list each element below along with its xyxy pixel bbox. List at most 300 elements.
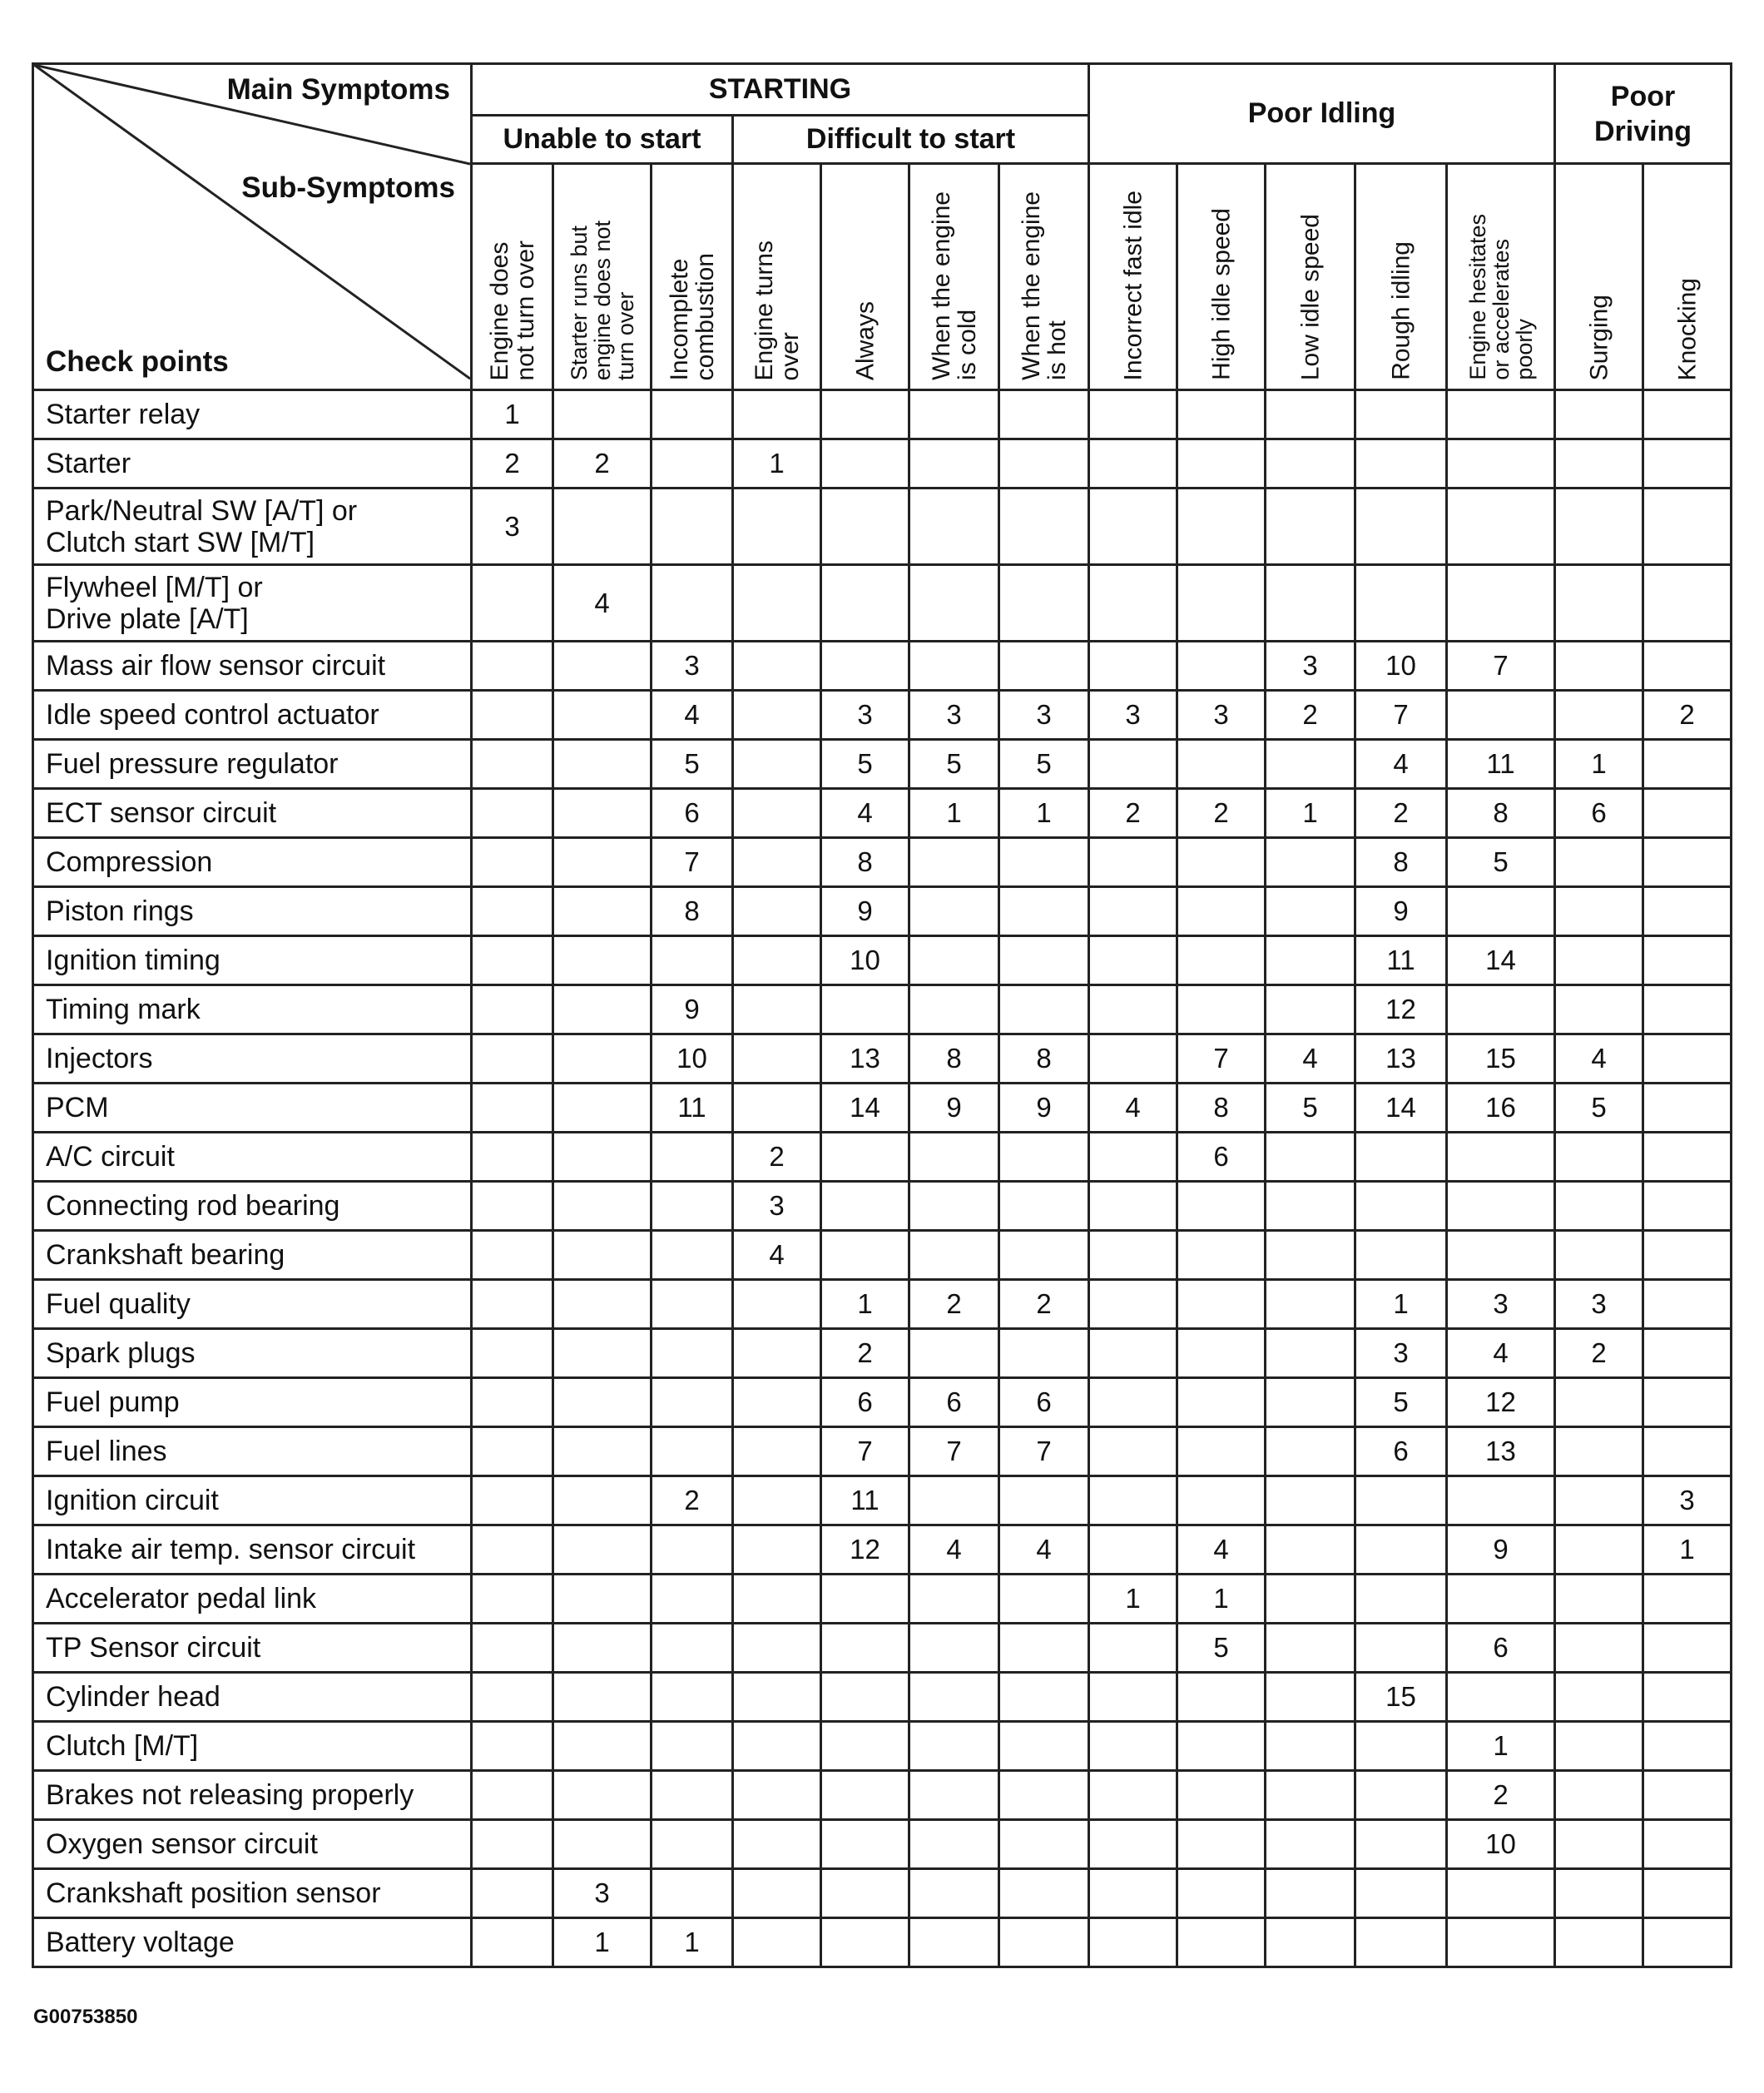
check-point-label: Crankshaft position sensor [33, 1869, 472, 1918]
priority-cell [553, 1329, 652, 1378]
priority-cell [1089, 1820, 1177, 1869]
priority-cell [1643, 1034, 1732, 1084]
priority-cell: 11 [652, 1084, 733, 1133]
priority-cell: 3 [652, 642, 733, 691]
priority-cell: 2 [1089, 789, 1177, 838]
check-point-label: Cylinder head [33, 1673, 472, 1722]
priority-cell [733, 887, 821, 936]
table-row [33, 1722, 1732, 1771]
priority-cell: 8 [1177, 1084, 1266, 1133]
priority-cell: 8 [1447, 789, 1555, 838]
priority-cell [472, 1378, 553, 1427]
priority-cell [1555, 1624, 1643, 1673]
priority-cell: 12 [1447, 1378, 1555, 1427]
priority-cell [1177, 936, 1266, 985]
priority-cell: 4 [1177, 1525, 1266, 1575]
priority-cell: 2 [821, 1329, 909, 1378]
priority-cell [652, 1133, 733, 1182]
priority-cell [999, 1182, 1089, 1231]
priority-cell [909, 1820, 999, 1869]
priority-cell [1447, 439, 1555, 489]
table-row [33, 985, 1732, 1034]
priority-cell [1355, 1722, 1447, 1771]
sub-symptom-label: Engine turns over [750, 240, 804, 380]
priority-cell [733, 1869, 821, 1918]
priority-cell [821, 439, 909, 489]
priority-cell [999, 1869, 1089, 1918]
sub-symptom-label: Engine does not turn over [485, 240, 539, 380]
priority-cell [553, 489, 652, 565]
priority-cell [1266, 1869, 1355, 1918]
priority-cell [553, 1378, 652, 1427]
priority-cell [1089, 1525, 1177, 1575]
priority-cell [1355, 489, 1447, 565]
priority-cell [733, 489, 821, 565]
priority-cell [1355, 1771, 1447, 1820]
priority-cell [1266, 838, 1355, 887]
priority-cell [733, 1525, 821, 1575]
priority-cell [1447, 1182, 1555, 1231]
check-point-label: Fuel pump [33, 1378, 472, 1427]
priority-cell [472, 1624, 553, 1673]
priority-cell: 5 [1355, 1378, 1447, 1427]
priority-cell: 1 [733, 439, 821, 489]
priority-cell [652, 1575, 733, 1624]
priority-cell [1266, 1771, 1355, 1820]
sub-symptom-header [472, 164, 553, 390]
priority-cell [553, 1427, 652, 1476]
check-point-label: A/C circuit [33, 1133, 472, 1182]
priority-cell [1643, 1280, 1732, 1329]
check-point-label: Accelerator pedal link [33, 1575, 472, 1624]
priority-cell: 1 [652, 1918, 733, 1967]
table-row [33, 740, 1732, 789]
priority-cell [472, 1918, 553, 1967]
priority-cell: 1 [909, 789, 999, 838]
priority-cell: 8 [821, 838, 909, 887]
priority-cell [1266, 740, 1355, 789]
priority-cell [652, 1722, 733, 1771]
sub-symptom-header [1266, 164, 1355, 390]
priority-cell [1555, 691, 1643, 740]
priority-cell [472, 1231, 553, 1280]
check-point-label: Crankshaft bearing [33, 1231, 472, 1280]
priority-cell [652, 1525, 733, 1575]
priority-cell: 4 [999, 1525, 1089, 1575]
priority-cell: 7 [909, 1427, 999, 1476]
sub-symptom-label: Starter runs but engine does not turn over [566, 220, 638, 380]
sub-symptom-header [733, 164, 821, 390]
priority-cell [472, 691, 553, 740]
priority-cell [472, 1427, 553, 1476]
priority-cell [1177, 1869, 1266, 1918]
priority-cell [1266, 1525, 1355, 1575]
check-point-label: PCM [33, 1084, 472, 1133]
priority-cell: 2 [1643, 691, 1732, 740]
priority-cell [733, 1427, 821, 1476]
sub-symptom-label: Low idle speed [1296, 213, 1324, 380]
priority-cell [1089, 1329, 1177, 1378]
check-point-label: Starter relay [33, 390, 472, 439]
priority-cell: 9 [999, 1084, 1089, 1133]
priority-cell [1266, 1918, 1355, 1967]
priority-cell [733, 1084, 821, 1133]
priority-cell [821, 1869, 909, 1918]
priority-cell [1089, 1378, 1177, 1427]
priority-cell: 14 [1355, 1084, 1447, 1133]
priority-cell [1643, 1673, 1732, 1722]
priority-cell: 2 [1177, 789, 1266, 838]
priority-cell [652, 1378, 733, 1427]
priority-cell: 5 [1177, 1624, 1266, 1673]
table-row [33, 439, 1732, 489]
priority-cell [1089, 1427, 1177, 1476]
priority-cell [1089, 642, 1177, 691]
priority-cell: 8 [1355, 838, 1447, 887]
priority-cell: 10 [652, 1034, 733, 1084]
priority-cell: 6 [652, 789, 733, 838]
priority-cell: 7 [999, 1427, 1089, 1476]
table-row [33, 691, 1732, 740]
priority-cell [652, 489, 733, 565]
sub-symptom-header [1355, 164, 1447, 390]
priority-cell [1643, 1869, 1732, 1918]
check-point-label: Fuel lines [33, 1427, 472, 1476]
check-point-label: Spark plugs [33, 1329, 472, 1378]
priority-cell [909, 1673, 999, 1722]
priority-cell: 5 [1447, 838, 1555, 887]
priority-cell: 7 [1177, 1034, 1266, 1084]
priority-cell [652, 1771, 733, 1820]
priority-cell [652, 1427, 733, 1476]
priority-cell [821, 1722, 909, 1771]
priority-cell [999, 936, 1089, 985]
priority-cell [733, 1722, 821, 1771]
priority-cell [472, 1182, 553, 1231]
priority-cell [553, 1722, 652, 1771]
priority-cell: 11 [821, 1476, 909, 1525]
priority-cell [909, 642, 999, 691]
check-point-label: Fuel quality [33, 1280, 472, 1329]
priority-cell [1555, 1378, 1643, 1427]
priority-cell: 12 [1355, 985, 1447, 1034]
priority-cell [652, 1673, 733, 1722]
check-point-label: Mass air flow sensor circuit [33, 642, 472, 691]
priority-cell [999, 1476, 1089, 1525]
priority-cell [1643, 1084, 1732, 1133]
priority-cell [1447, 489, 1555, 565]
priority-cell [999, 642, 1089, 691]
priority-cell [1089, 390, 1177, 439]
priority-cell: 5 [999, 740, 1089, 789]
priority-cell: 1 [1447, 1722, 1555, 1771]
priority-cell [909, 489, 999, 565]
sub-symptom-header [1447, 164, 1555, 390]
priority-cell [1266, 887, 1355, 936]
priority-cell [999, 887, 1089, 936]
priority-cell [909, 1918, 999, 1967]
priority-cell: 9 [1355, 887, 1447, 936]
priority-cell: 3 [1177, 691, 1266, 740]
check-point-label: Starter [33, 439, 472, 489]
priority-cell [1643, 985, 1732, 1034]
priority-cell [1177, 1329, 1266, 1378]
priority-cell: 4 [1266, 1034, 1355, 1084]
priority-cell [1643, 1133, 1732, 1182]
priority-cell [553, 1624, 652, 1673]
priority-cell [472, 1133, 553, 1182]
priority-cell [1555, 1182, 1643, 1231]
priority-cell [553, 1182, 652, 1231]
priority-cell: 15 [1355, 1673, 1447, 1722]
priority-cell: 1 [821, 1280, 909, 1329]
priority-cell: 4 [553, 565, 652, 642]
priority-cell [1643, 887, 1732, 936]
table-row [33, 936, 1732, 985]
priority-cell [1355, 1525, 1447, 1575]
priority-cell [1177, 1280, 1266, 1329]
priority-cell [1089, 565, 1177, 642]
priority-cell [1266, 1378, 1355, 1427]
table-row [33, 489, 1732, 565]
priority-cell: 2 [472, 439, 553, 489]
priority-cell [1177, 1722, 1266, 1771]
table-row [33, 1771, 1732, 1820]
priority-cell: 3 [1355, 1329, 1447, 1378]
priority-cell [733, 740, 821, 789]
priority-cell [1555, 1476, 1643, 1525]
priority-cell [1555, 489, 1643, 565]
table-row [33, 1869, 1732, 1918]
check-point-label: Park/Neutral SW [A/T] or Clutch start SW [M/T] [33, 489, 472, 565]
check-point-label: Ignition circuit [33, 1476, 472, 1525]
priority-cell: 1 [1355, 1280, 1447, 1329]
table-row [33, 1329, 1732, 1378]
check-point-label: Oxygen sensor circuit [33, 1820, 472, 1869]
sub-symptom-label: Knocking [1673, 277, 1701, 380]
priority-cell [821, 1820, 909, 1869]
priority-cell [1089, 740, 1177, 789]
priority-cell: 10 [1355, 642, 1447, 691]
priority-cell [1447, 985, 1555, 1034]
sub-symptom-header [1555, 164, 1643, 390]
priority-cell [733, 1378, 821, 1427]
priority-cell [1266, 936, 1355, 985]
priority-cell [999, 1133, 1089, 1182]
priority-cell [1177, 390, 1266, 439]
priority-cell: 13 [821, 1034, 909, 1084]
priority-cell [999, 439, 1089, 489]
priority-cell [999, 1722, 1089, 1771]
priority-cell [1555, 565, 1643, 642]
header-corner [33, 64, 472, 390]
priority-cell [999, 1820, 1089, 1869]
priority-cell [1266, 1820, 1355, 1869]
priority-cell [1177, 1476, 1266, 1525]
check-point-label: Clutch [M/T] [33, 1722, 472, 1771]
priority-cell: 10 [821, 936, 909, 985]
priority-cell [1355, 439, 1447, 489]
priority-cell [733, 936, 821, 985]
priority-cell: 6 [1177, 1133, 1266, 1182]
priority-cell [1266, 1476, 1355, 1525]
priority-cell: 12 [821, 1525, 909, 1575]
table-row [33, 1182, 1732, 1231]
sub-symptom-label: Surging [1585, 294, 1613, 380]
priority-cell [909, 1771, 999, 1820]
priority-cell [1177, 887, 1266, 936]
priority-cell [1355, 1575, 1447, 1624]
priority-cell: 1 [999, 789, 1089, 838]
priority-cell [1555, 642, 1643, 691]
priority-cell: 4 [909, 1525, 999, 1575]
priority-cell [1177, 565, 1266, 642]
priority-cell [1355, 1182, 1447, 1231]
priority-cell: 5 [1266, 1084, 1355, 1133]
priority-cell [821, 1133, 909, 1182]
priority-cell [733, 390, 821, 439]
priority-cell: 2 [1447, 1771, 1555, 1820]
priority-cell [553, 1771, 652, 1820]
priority-cell [553, 1133, 652, 1182]
priority-cell: 5 [909, 740, 999, 789]
priority-cell [733, 1476, 821, 1525]
priority-cell [553, 691, 652, 740]
priority-cell: 1 [1089, 1575, 1177, 1624]
priority-cell [821, 1575, 909, 1624]
priority-cell: 2 [1555, 1329, 1643, 1378]
priority-cell [821, 642, 909, 691]
priority-cell [1555, 439, 1643, 489]
priority-cell [1555, 1427, 1643, 1476]
priority-cell [652, 1280, 733, 1329]
priority-cell [472, 1771, 553, 1820]
priority-cell [909, 1476, 999, 1525]
priority-cell [733, 691, 821, 740]
sub-symptom-header [999, 164, 1089, 390]
priority-cell [1643, 1575, 1732, 1624]
priority-cell: 1 [1643, 1525, 1732, 1575]
priority-cell [1089, 1624, 1177, 1673]
priority-cell [553, 1575, 652, 1624]
priority-cell: 3 [1643, 1476, 1732, 1525]
priority-cell [1555, 985, 1643, 1034]
priority-cell: 7 [1355, 691, 1447, 740]
priority-cell [733, 565, 821, 642]
priority-cell [1643, 936, 1732, 985]
priority-cell: 9 [821, 887, 909, 936]
priority-cell [1089, 838, 1177, 887]
priority-cell [472, 740, 553, 789]
sub-symptom-label: When the engine is hot [1017, 191, 1071, 380]
table-row [33, 838, 1732, 887]
priority-cell [1266, 1427, 1355, 1476]
priority-cell [1089, 1918, 1177, 1967]
priority-cell: 14 [821, 1084, 909, 1133]
priority-cell [1555, 1771, 1643, 1820]
priority-cell [652, 390, 733, 439]
priority-cell [821, 1673, 909, 1722]
priority-cell [821, 1918, 909, 1967]
priority-cell [472, 1280, 553, 1329]
priority-cell [1643, 1820, 1732, 1869]
priority-cell [553, 1820, 652, 1869]
priority-cell: 8 [909, 1034, 999, 1084]
check-point-label: Piston rings [33, 887, 472, 936]
priority-cell [1177, 1673, 1266, 1722]
sub-symptom-label: High idle speed [1207, 208, 1235, 380]
priority-cell [1643, 1378, 1732, 1427]
priority-cell [1643, 740, 1732, 789]
priority-cell [1447, 1476, 1555, 1525]
priority-cell [999, 390, 1089, 439]
check-point-label: ECT sensor circuit [33, 789, 472, 838]
check-point-label: TP Sensor circuit [33, 1624, 472, 1673]
priority-cell [909, 1231, 999, 1280]
priority-cell [1177, 1820, 1266, 1869]
priority-cell [1447, 1575, 1555, 1624]
sub-symptom-header [909, 164, 999, 390]
priority-cell [909, 390, 999, 439]
priority-cell [1643, 1182, 1732, 1231]
sub-symptom-label: Engine hesitates or accelerates poorly [1464, 214, 1537, 380]
corner-diagonal-lines [34, 65, 470, 389]
priority-cell [1643, 1624, 1732, 1673]
sub-symptom-label: Incorrect fast idle [1119, 190, 1147, 380]
sub-symptoms-label: Sub-Symptoms [241, 171, 455, 204]
priority-cell [909, 887, 999, 936]
group-unable-to-start: Unable to start [472, 116, 733, 164]
priority-cell: 3 [909, 691, 999, 740]
priority-cell [652, 1624, 733, 1673]
priority-cell [1643, 1771, 1732, 1820]
check-point-label: Idle speed control actuator [33, 691, 472, 740]
priority-cell [472, 1084, 553, 1133]
priority-cell [1555, 1820, 1643, 1869]
priority-cell [1447, 1231, 1555, 1280]
priority-cell [733, 1280, 821, 1329]
priority-cell [472, 642, 553, 691]
priority-cell [1555, 1869, 1643, 1918]
priority-cell [1643, 489, 1732, 565]
priority-cell [909, 936, 999, 985]
priority-cell [553, 838, 652, 887]
sub-symptom-header [652, 164, 733, 390]
priority-cell: 2 [1355, 789, 1447, 838]
priority-cell [1266, 985, 1355, 1034]
priority-cell [1355, 1869, 1447, 1918]
priority-cell: 9 [652, 985, 733, 1034]
table-row [33, 1427, 1732, 1476]
priority-cell [1089, 489, 1177, 565]
sub-symptom-label: Incomplete combustion [665, 252, 719, 380]
sub-symptom-label: When the engine is cold [927, 191, 981, 380]
priority-cell: 3 [821, 691, 909, 740]
priority-cell [1266, 1329, 1355, 1378]
priority-cell [1177, 838, 1266, 887]
priority-cell [472, 565, 553, 642]
priority-cell [909, 1182, 999, 1231]
priority-cell [1355, 565, 1447, 642]
priority-cell: 7 [1447, 642, 1555, 691]
priority-cell [1447, 691, 1555, 740]
priority-cell: 4 [821, 789, 909, 838]
diagnosis-chart [32, 62, 1732, 1968]
priority-cell: 2 [652, 1476, 733, 1525]
priority-cell [1555, 1525, 1643, 1575]
priority-cell [553, 740, 652, 789]
priority-cell: 4 [652, 691, 733, 740]
